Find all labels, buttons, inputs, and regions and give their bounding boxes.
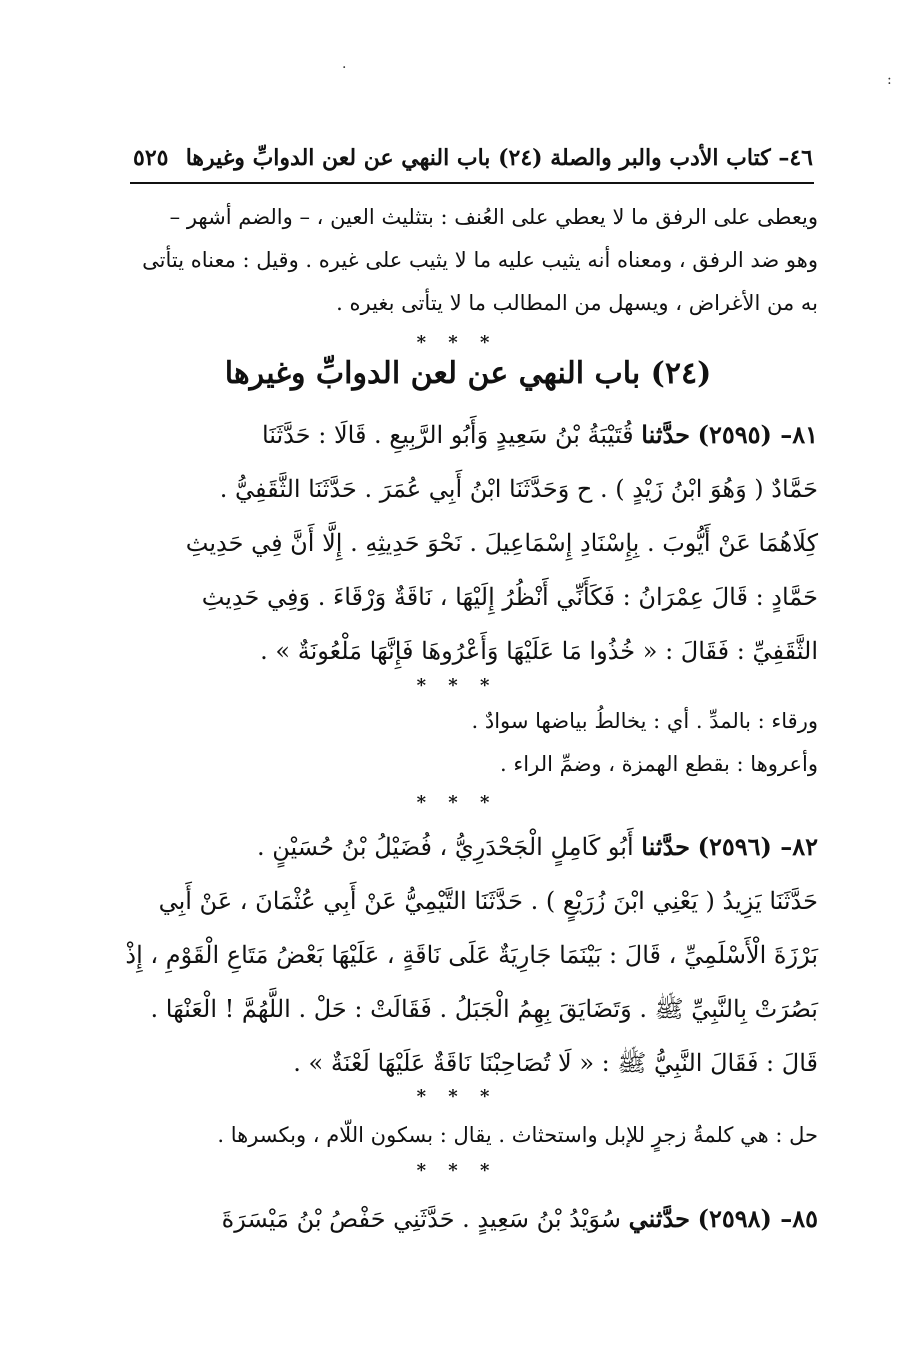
hadith-line: حَدَّثَنَا يَزِيدُ ( يَعْنِي ابْنَ زُرَيْعٍ ) . حَدَّثَنَا التَّيْمِيُّ عَنْ أَبِي عُثْمَانَ ، عَنْ أَبِي bbox=[158, 887, 818, 915]
note-line: وأعروها : بقطع الهمزة ، وضمِّ الراء . bbox=[500, 752, 818, 776]
hadith-81 bbox=[118, 408, 818, 678]
hadith-opening: حدَّثني bbox=[628, 1204, 690, 1233]
note-line: حل : هي كلمةُ زجرٍ للإبل واستحثاث . يقال : بسكون اللّام ، وبكسرها . bbox=[217, 1123, 818, 1147]
hadith-line: بَرْزَةَ الْأَسْلَمِيِّ ، قَالَ : بَيْنَمَا جَارِيَةٌ عَلَى نَاقَةٍ ، عَلَيْهَا بَعْضُ مَتَاعِ الْقَوْمِ ، إِذْ bbox=[125, 941, 818, 969]
hadith-85 bbox=[118, 1192, 818, 1246]
section-separator: * * * bbox=[416, 1160, 498, 1181]
note-line: به من الأغراض ، ويسهل من المطالب ما لا يتأتى بغيره . bbox=[336, 291, 818, 315]
hadith-line: حَمَّادٍ : قَالَ عِمْرَانُ : فَكَأَنِّي أَنْظُرُ إِلَيْهَا ، نَاقَةٌ وَرْقَاءَ . وَفِي حَدِيثِ bbox=[201, 583, 818, 611]
hadith-text: قُتَيْبَةُ بْنُ سَعِيدٍ وَأَبُو الرَّبِيعِ . قَالَا : حَدَّثَنَا bbox=[261, 421, 634, 449]
hadith-number: ٨٢– (٢٥٩٦) bbox=[697, 832, 818, 861]
hadith-line: كِلَاهُمَا عَنْ أَيُّوبَ . بِإِسْنَادِ إِسْمَاعِيلَ . نَحْوَ حَدِيثِهِ . إِلَّا أَنَّ فِي حَدِيثِ bbox=[185, 529, 818, 557]
hadith-82 bbox=[118, 820, 818, 1090]
hadith-number: ٨٥– (٢٥٩٨) bbox=[697, 1204, 818, 1233]
hadith-text: سُوَيْدُ بْنُ سَعِيدٍ . حَدَّثَنِي حَفْصُ بْنُ مَيْسَرَةَ bbox=[221, 1205, 621, 1233]
hadith-line: بَصُرَتْ بِالنَّبِيِّ ﷺ . وَتَضَايَقَ بِهِمُ الْجَبَلُ . فَقَالَتْ : حَلْ . اللَّهُمَّ ! الْعَنْهَا . bbox=[150, 995, 818, 1023]
commentary-note-82 bbox=[118, 1114, 818, 1157]
margin-mark: · bbox=[342, 60, 347, 76]
running-header bbox=[133, 136, 813, 180]
hadith-line: قَالَ : فَقَالَ النَّبِيُّ ﷺ : « لَا تُصَاحِبْنَا نَاقَةٌ عَلَيْهَا لَعْنَةٌ » . bbox=[293, 1049, 818, 1077]
hadith-text: أَبُو كَامِلٍ الْجَحْدَرِيُّ ، فُضَيْلُ بْنُ حُسَيْنٍ . bbox=[256, 833, 634, 861]
margin-mark: : bbox=[887, 72, 892, 88]
note-line: ويعطى على الرفق ما لا يعطي على العُنف : بتثليث العين ، – والضم أشهر – bbox=[169, 205, 818, 229]
commentary-note-top bbox=[118, 196, 818, 325]
hadith-opening: حدَّثنا bbox=[641, 832, 690, 861]
commentary-note-81 bbox=[118, 700, 818, 786]
note-line: وهو ضد الرفق ، ومعناه أنه يثيب عليه ما لا يثيب على غيره . وقيل : معناه يتأتى bbox=[142, 248, 818, 272]
note-line: ورقاء : بالمدِّ . أي : يخالطُ بياضها سوادٌ . bbox=[471, 709, 818, 733]
running-title: ٤٦– كتاب الأدب والبر والصلة (٢٤) باب النهي عن لعن الدوابِّ وغيرها bbox=[185, 145, 813, 171]
section-separator: * * * bbox=[416, 675, 498, 696]
section-separator: * * * bbox=[416, 332, 498, 353]
section-separator: * * * bbox=[416, 792, 498, 813]
chapter-title: (٢٤) باب النهي عن لعن الدوابِّ وغيرها bbox=[224, 356, 712, 391]
hadith-line bbox=[118, 820, 818, 874]
hadith-line: الثَّقَفِيِّ : فَقَالَ : « خُذُوا مَا عَلَيْهَا وَأَعْرُوهَا فَإِنَّهَا مَلْعُونَةٌ » . bbox=[260, 637, 818, 665]
hadith-line bbox=[118, 1192, 818, 1246]
page-number: ٥٢٥ bbox=[133, 145, 169, 171]
section-separator: * * * bbox=[416, 1086, 498, 1107]
hadith-line bbox=[118, 408, 818, 462]
hadith-line: حَمَّادٌ ( وَهُوَ ابْنُ زَيْدٍ ) . ح وَحَدَّثَنَا ابْنُ أَبِي عُمَرَ . حَدَّثَنَا الثَّقَفِيُّ . bbox=[219, 475, 818, 503]
hadith-number: ٨١– (٢٥٩٥) bbox=[697, 420, 818, 449]
header-rule bbox=[130, 182, 814, 184]
hadith-opening: حدَّثنا bbox=[641, 420, 690, 449]
